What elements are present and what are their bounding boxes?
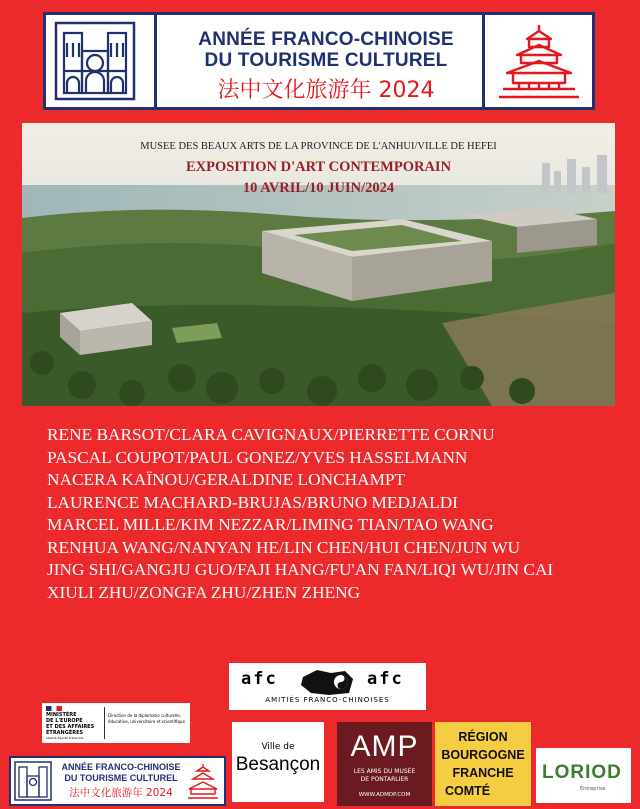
small-banner-chinese: 法中文化旅游年 2024 [69,787,173,799]
banner-title-line1: ANNÉE FRANCO-CHINOISE [198,29,454,50]
artists-line: MARCEL MILLE/KIM NEZZAR/LIMING TIAN/TAO WANG [47,515,494,534]
ministere-description: Direction de la diplomatie culturelle, éducative, universitaire et scientifique [108,713,185,724]
artists-line: LAURENCE MACHARD-BRUJAS/BRUNO MEDJALDI [47,492,458,512]
afc-right-text: afc [367,669,404,689]
french-flag-icon [46,706,62,711]
region-name: RÉGION BOURGOGNE FRANCHE COMTÉ [441,730,525,798]
artists-line: PASCAL COUPOT/PAUL GONEZ/YVES HASSELMANN [47,447,468,467]
banner-title-line2: DU TOURISME CULTUREL [204,50,448,71]
small-banner-logo [9,756,226,806]
artists-list [47,424,627,604]
museum-title: MUSEE DES BEAUX ARTS DE LA PROVINCE DE L'ANHUI/VILLE DE HEFEI [140,141,497,152]
loriod-subtitle: Entreprise [580,786,606,792]
artists-line: JING SHI/GANGJU GUO/FAJI HANG/FU'AN FAN/LIQI WU/JIN CAI [47,560,554,579]
temple-of-heaven-icon [186,761,220,801]
museum-aerial-photo [22,123,615,406]
amp-subtitle-1: LES AMIS DU MUSÉE [353,768,416,775]
temple-of-heaven-icon [495,21,583,103]
artists-line: RENE BARSOT/CLARA CAVIGNAUX/PIERRETTE CORNU [47,425,495,444]
afc-left-text: afc [241,669,278,689]
afc-subtitle: AMITIÉS FRANCO-CHINOISES [265,696,390,704]
banner-divider [154,15,157,107]
banner-title-chinese: 法中文化旅游年 2024 [217,78,435,103]
top-banner [43,12,595,110]
loriod-text: LORIOD [542,762,622,783]
artists-line: XIULI ZHU/ZONGFA ZHU/ZHEN ZHENG [47,582,361,602]
besancon-big-text: Besançon [235,754,321,775]
exhibition-dates: 10 AVRIL/10 JUIN/2024 [242,180,395,196]
besancon-small-text: Ville de [261,742,295,752]
france-map-icon [297,667,359,697]
besancon-logo [232,722,324,802]
afc-logo [229,663,426,710]
notre-dame-icon [54,21,136,101]
amp-subtitle-2: DE PONTARLIER [360,776,409,783]
ministere-motto: Liberté Égalité Fraternité [46,736,84,740]
ministere-logo [42,703,190,743]
notre-dame-icon [14,761,52,801]
artists-line: NACERA KAÏNOU/GERALDINE LONCHAMPT [47,470,406,489]
ministere-name: MINISTÈRE DE L'EUROPE ET DES AFFAIRES ÉTRANGÈRES [46,712,95,736]
artists-line: RENHUA WANG/NANYAN HE/LIN CHEN/HUI CHEN/JUN WU [47,537,521,557]
amp-big-text: AMP [350,730,419,763]
amp-logo [337,722,432,806]
loriod-logo [536,748,631,803]
region-logo [435,722,531,806]
small-banner-line2: DU TOURISME CULTUREL [64,773,178,783]
amp-url: WWW.ADMDP.COM [358,792,411,798]
exhibition-title: EXPOSITION D'ART CONTEMPORAIN [185,159,452,175]
banner-divider [482,15,485,107]
small-banner-line1: ANNÉE FRANCO-CHINOISE [61,762,181,772]
